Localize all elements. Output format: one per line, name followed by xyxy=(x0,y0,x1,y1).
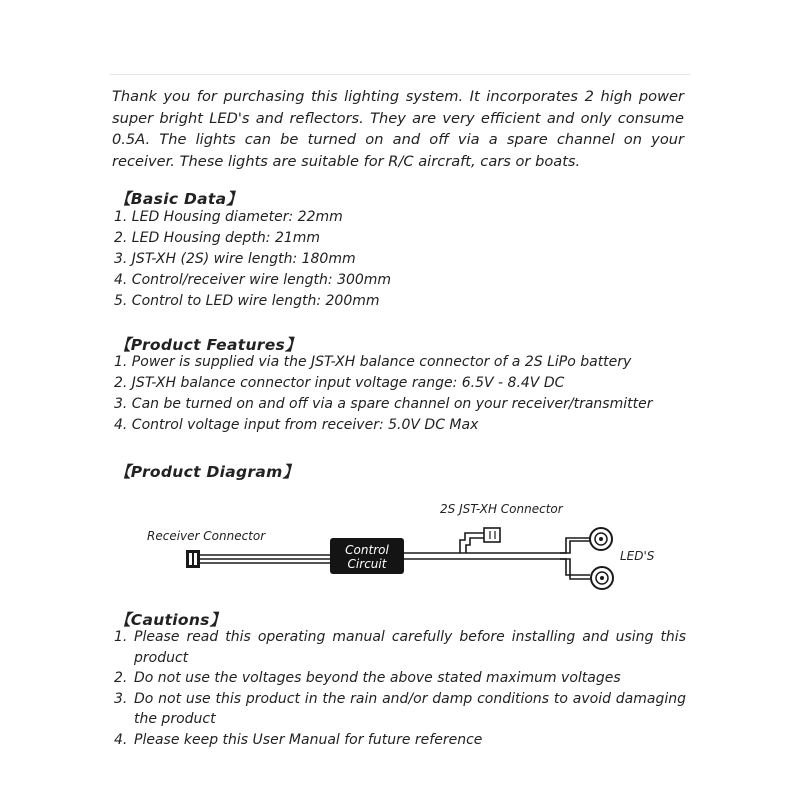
intro-paragraph: Thank you for purchasing this lighting system. It incorporates 2 high power super bright LED's and reflectors. They are very efficient and only consume 0.5A. The lights can be turned on and off via a spare channel on your receiver. These lights are suitable for R/C aircraft, cars or boats. xyxy=(112,88,684,170)
list-item: 2. LED Housing depth: 21mm xyxy=(114,230,321,246)
list-item: 1. Power is supplied via the JST-XH balance connector of a 2S LiPo battery xyxy=(114,354,632,370)
jst-connector-label: 2S JST-XH Connector xyxy=(440,502,563,516)
list-item-text: Do not use this product in the rain and/or damp conditions to avoid damaging the product xyxy=(134,690,686,727)
receiver-connector-label: Receiver Connector xyxy=(147,529,266,543)
list-item-number: 2. xyxy=(114,670,128,686)
control-circuit-label-line2: Circuit xyxy=(347,557,387,571)
cautions-list xyxy=(114,627,686,750)
list-item xyxy=(114,689,686,730)
jst-connector xyxy=(484,528,500,542)
product-features-heading: 【Product Features】 xyxy=(115,336,301,354)
list-item-text: Do not use the voltages beyond the above stated maximum voltages xyxy=(134,670,621,686)
product-diagram xyxy=(0,490,800,600)
product-features-list xyxy=(114,352,652,436)
list-item: 3. Can be turned on and off via a spare channel on your receiver/transmitter xyxy=(114,396,653,412)
list-item-number: 3. xyxy=(114,690,128,707)
receiver-wire xyxy=(200,555,330,563)
led-lower xyxy=(591,567,613,589)
control-circuit-box xyxy=(330,538,404,574)
receiver-connector xyxy=(186,550,200,568)
list-item xyxy=(114,730,686,751)
basic-data-heading: 【Basic Data】 xyxy=(115,190,243,208)
list-item-number: 1. xyxy=(114,629,128,645)
list-item: 5. Control to LED wire length: 200mm xyxy=(114,293,380,309)
basic-data-list xyxy=(114,207,391,312)
list-item: 1. LED Housing diameter: 22mm xyxy=(114,209,343,225)
list-item: 4. Control/receiver wire length: 300mm xyxy=(114,272,392,288)
product-diagram-heading: 【Product Diagram】 xyxy=(115,463,299,481)
list-item-text: Please keep this User Manual for future reference xyxy=(134,731,483,748)
led-upper xyxy=(590,528,612,550)
list-item-number: 4. xyxy=(114,731,128,748)
list-item xyxy=(114,668,686,689)
top-divider xyxy=(110,74,690,75)
control-circuit-label-line1: Control xyxy=(345,543,389,557)
cautions-heading: 【Cautions】 xyxy=(115,611,226,629)
list-item: 3. JST-XH (2S) wire length: 180mm xyxy=(114,251,356,267)
list-item: 2. JST-XH balance connector input voltage range: 6.5V - 8.4V DC xyxy=(114,375,565,391)
leds-label: LED'S xyxy=(620,549,655,563)
list-item: 4. Control voltage input from receiver: 5.0V DC Max xyxy=(114,417,479,433)
list-item-text: Please read this operating manual carefully before installing and using this product xyxy=(134,629,686,666)
list-item xyxy=(114,627,686,668)
